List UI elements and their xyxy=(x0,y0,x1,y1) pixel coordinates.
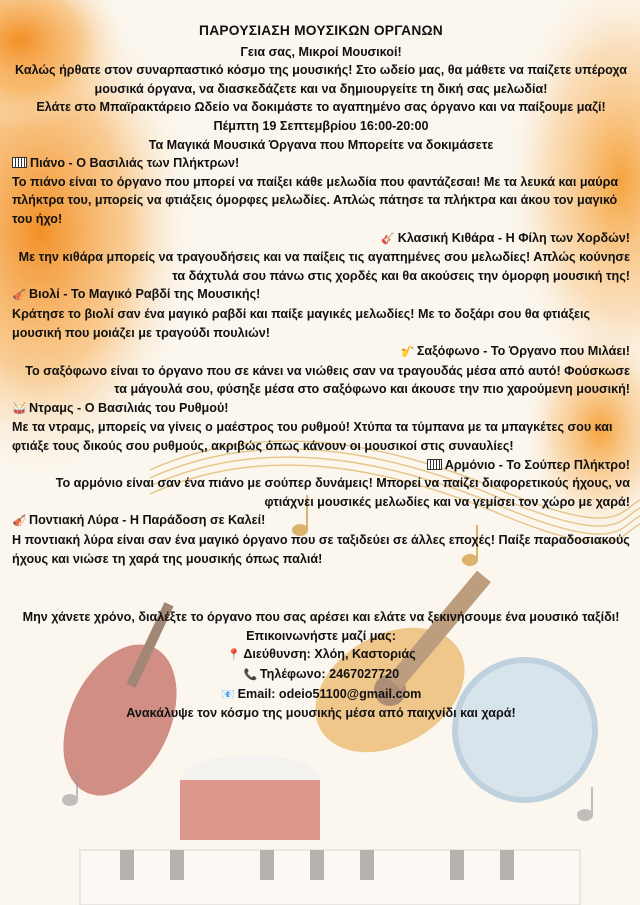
instrument-text: Η ποντιακή λύρα είναι σαν ένα μαγικό όργανο που σε ταξιδεύει σε άλλες εποχές! Παίξε παραδοσιακούς ήχους και νιώσε τη χαρά της μουσικής όπως παλιά! xyxy=(12,533,630,566)
closing-text: Μην χάνετε χρόνο, διαλέξτε το όργανο που σας αρέσει και ελάτε να ξεκινήσουμε ένα μουσικό ταξίδι! xyxy=(22,610,620,625)
instrument-text: Με τα ντραμς, μπορείς να γίνεις ο μαέστρος του ρυθμού! Χτύπα τα τύμπανα με τα μπαγκέτες σου και φτιάξε τους δικούς σου ρυθμούς, ακριβώς όπως κάνουν οι μουσικοί στις συναυλίες! xyxy=(12,420,613,454)
instrument-violin xyxy=(12,285,630,342)
instrument-heading: Αρμόνιο - Το Σούπερ Πλήκτρο! xyxy=(444,457,630,472)
instrument-text: Το πιάνο είναι το όργανο που μπορεί να παίξει κάθε μελωδία που φαντάζεσαι! Με τα λευκά και μαύρα πλήκτρα του, μπορείς να φτιάξεις όμορφες μελωδίες. Απλώς πάτησε τα πλήκτρα και άκου τον μαγικό του ήχο! xyxy=(12,174,619,226)
page-title: ΠΑΡΟΥΣΙΑΣΗ ΜΟΥΣΙΚΩΝ ΟΡΓΑΝΩΝ xyxy=(199,23,443,38)
instruments-subtitle: Τα Μαγικά Μουσικά Όργανα που Μπορείτε να δοκιμάσετε xyxy=(148,137,494,152)
instrument-heading: Ντραμς - Ο Βασιλιάς του Ρυθμού! xyxy=(29,400,229,415)
instrument-heading: Ποντιακή Λύρα - Η Παράδοση σε Καλεί! xyxy=(29,513,266,528)
instrument-guitar xyxy=(12,229,630,286)
instrument-heading: Σαξόφωνο - Το Όργανο που Μιλάει! xyxy=(416,344,630,359)
instrument-text: Το σαξόφωνο είναι το όργανο που σε κάνει να νιώθεις σαν να τραγουδάς μέσα από αυτό! Φούσκωσε τα μάγουλά σου, φύσηξε μέσα στο σαξόφωνο και άκουσε την πιο χαρούμενη μουσική! xyxy=(25,363,630,397)
instrument-saxophone xyxy=(12,342,630,399)
email[interactable]: Email: odeio51100@gmail.com xyxy=(237,686,422,701)
keyboard-icon xyxy=(427,459,442,470)
instrument-text: Το αρμόνιο είναι σαν ένα πιάνο με σούπερ δυνάμεις! Μπορεί να παίζει διαφορετικούς ήχους, να φτιάχνει μουσικές μελωδίες και να γεμίσει τον χώρο με χαρά! xyxy=(55,476,630,509)
greeting: Γεια σας, Μικροί Μουσικοί! xyxy=(240,44,402,59)
phone: Τηλέφωνο: 2467027720 xyxy=(259,667,400,681)
piano-icon xyxy=(12,157,27,168)
instrument-heading: Κλασική Κιθάρα - Η Φίλη των Χορδών! xyxy=(397,230,630,245)
instrument-text: Κράτησε το βιολί σαν ένα μαγικό ραβδί και παίξε μαγικές μελωδίες! Με το δοξάρι σου θα φτιάξεις μουσική που μοιάζει με τραγούδι πουλιών! xyxy=(12,306,591,340)
lyra-icon: 🎻 xyxy=(12,515,27,528)
drum-icon: 🥁 xyxy=(12,402,27,415)
address: Διεύθυνση: Χλόη, Καστοριάς xyxy=(243,647,416,662)
intro-text: Καλώς ήρθατε στον συναρπαστικό κόσμο της μουσικής! Στο ωδείο μας, θα μάθετε να παίζετε υπέροχα μουσικά όργανα, να διασκεδάζετε και να δημιουργείτε τη δική σας μελωδία! xyxy=(15,63,627,96)
violin-icon: 🎻 xyxy=(12,289,27,302)
flyer-content xyxy=(12,22,630,723)
invite-text: Ελάτε στο Μπαϊρακτάρειο Ωδείο να δοκιμάστε το αγαπημένο σας όργανο και να παίξουμε μαζί! xyxy=(36,100,606,115)
instrument-piano xyxy=(12,154,630,228)
instrument-lyra xyxy=(12,511,630,568)
instrument-text: Με την κιθάρα μπορείς να τραγουδήσεις και να παίξεις τις αγαπημένες σου μελωδίες! Απλώς κούνησε τα δάχτυλά σου πάνω στις χορδές και θα ακούσεις την όμορφη μουσική της! xyxy=(18,250,630,283)
instrument-drums xyxy=(12,399,630,456)
instrument-heading: Πιάνο - Ο Βασιλιάς των Πλήκτρων! xyxy=(30,156,240,171)
phone-icon: 📞 xyxy=(243,669,258,681)
contact-heading: Επικοινωνήστε μαζί μας: xyxy=(246,628,396,643)
instrument-harmonium xyxy=(12,456,630,512)
guitar-icon: 🎸 xyxy=(381,232,396,245)
location-pin-icon: 📍 xyxy=(226,649,241,662)
event-date: Πέμπτη 19 Σεπτεμβρίου 16:00-20:00 xyxy=(213,118,429,133)
instrument-heading: Βιολί - Το Μαγικό Ραβδί της Μουσικής! xyxy=(29,287,261,302)
email-icon: 📧 xyxy=(221,688,235,701)
footer-text: Ανακάλυψε τον κόσμο της μουσικής μέσα από παιχνίδι και χαρά! xyxy=(126,706,516,721)
saxophone-icon: 🎷 xyxy=(400,346,415,359)
